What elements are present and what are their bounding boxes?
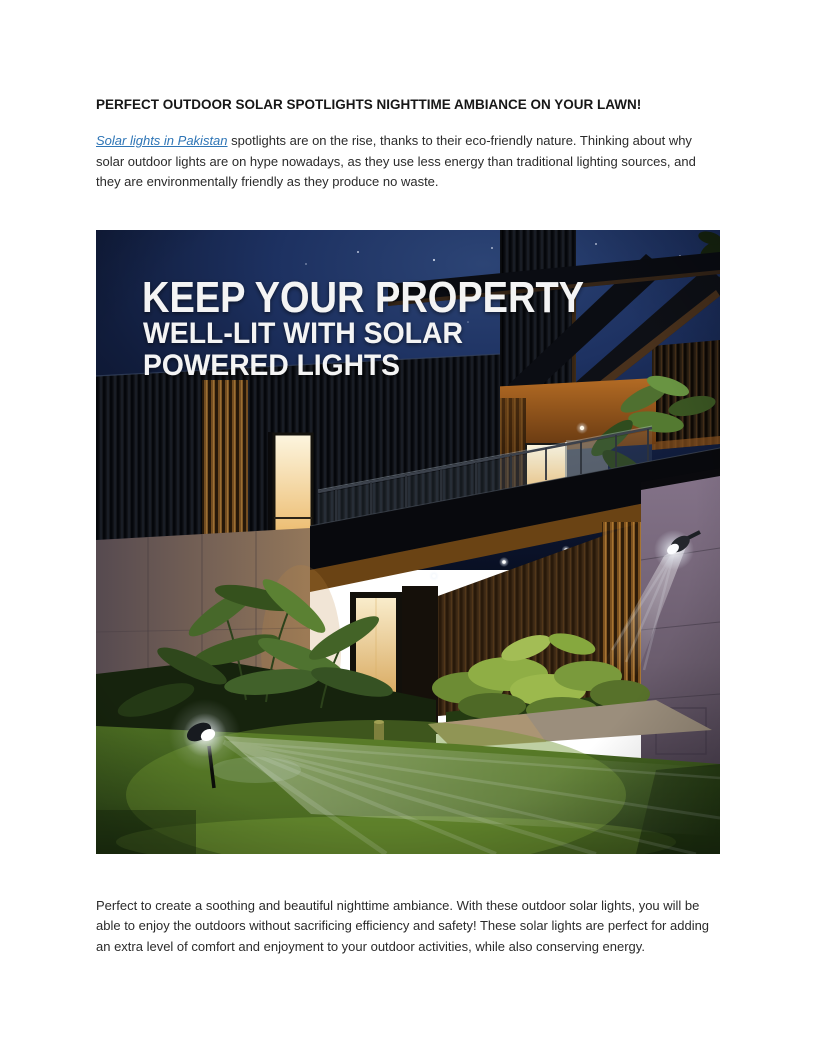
document-content <box>96 96 720 957</box>
overlay-line2: WELL-LIT WITH SOLAR <box>143 316 464 350</box>
hero-image <box>96 230 720 854</box>
intro-text: spotlights are on the rise, thanks to their eco-friendly nature. Thinking about why solar outdoor lights are on hype nowadays, as they use less energy than traditional lighting sources, and they are environmentally friendly as they produce no waste. <box>96 133 696 190</box>
hero-image-illustration <box>96 230 720 854</box>
solar-lights-link[interactable]: Solar lights in Pakistan <box>96 133 228 149</box>
document-heading: PERFECT OUTDOOR SOLAR SPOTLIGHTS NIGHTTIME AMBIANCE ON YOUR LAWN! <box>96 97 642 112</box>
overlay-line3: POWERED LIGHTS <box>143 348 400 382</box>
intro-paragraph <box>96 131 720 193</box>
closing-paragraph: Perfect to create a soothing and beautiful nighttime ambiance. With these outdoor solar lights, you will be able to enjoy the outdoors without sacrificing efficiency and safety! These solar lights are perfect for adding an extra level of comfort and enjoyment to your outdoor activities, while also conserving energy. <box>96 897 710 954</box>
overlay-line1: KEEP YOUR PROPERTY <box>142 272 584 322</box>
